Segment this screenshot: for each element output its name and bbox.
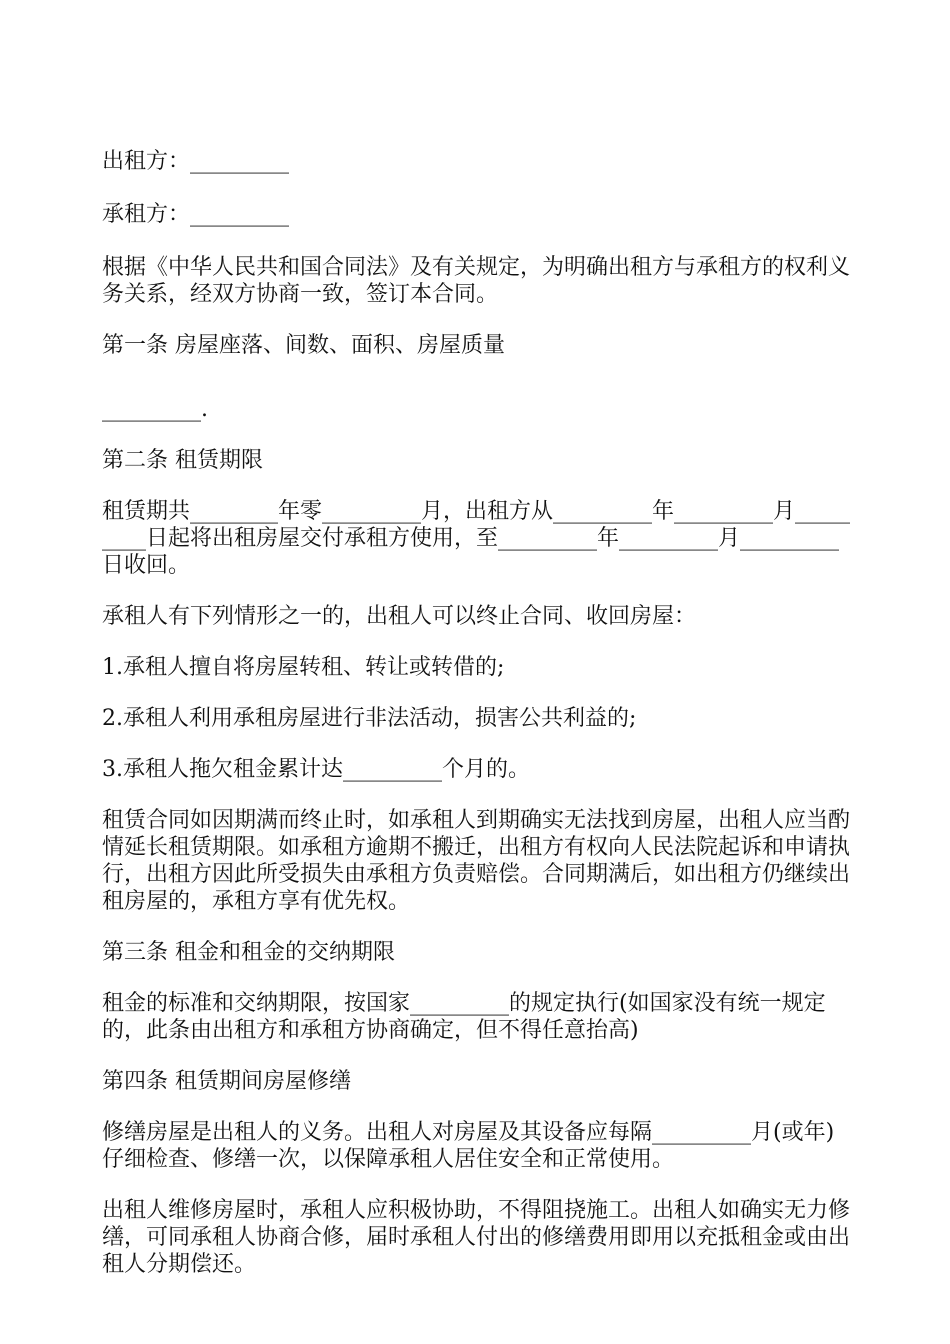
article1-heading: 第一条 房屋座落、间数、面积、房屋质量	[102, 333, 505, 358]
article2-condition-item-1: 1.承租人擅自将房屋转租、转让或转借的;	[102, 655, 505, 680]
article2-heading: 第二条 租赁期限	[102, 448, 263, 473]
intro-paragraph: 根据《中华人民共和国合同法》及有关规定，为明确出租方与承租方的权利义务关系，经双方协商一致，签订本合同。	[102, 255, 851, 307]
lessor-line: 出租方：_________	[102, 149, 290, 174]
article2-expiry-paragraph: 租赁合同如因期满而终止时，如承租人到期确实无法找到房屋，出租人应当酌情延长租赁期限。如承租方逾期不搬迁，出租方有权向人民法院起诉和申请执行，出租方因此所受损失由承租方负责赔偿。合同期满后，如出租方仍继续出租房屋的，承租方享有优先权。	[102, 808, 851, 914]
article3-heading: 第三条 租金和租金的交纳期限	[102, 940, 395, 965]
contract-document	[102, 148, 852, 1278]
article4-paragraph-2: 出租人维修房屋时，承租人应积极协助，不得阻挠施工。出租人如确实无力修缮，可同承租人协商合修，届时承租人付出的修缮费用即用以充抵租金或由出租人分期偿还。	[102, 1198, 851, 1277]
article1-blank: _________.	[102, 397, 208, 422]
article3-paragraph: 租金的标准和交纳期限，按国家_________的规定执行(如国家没有统一规定的，此条由出租方和承租方协商确定，但不得任意抬高)	[102, 991, 826, 1043]
article2-condition-item-3: 3.承租人拖欠租金累计达_________个月的。	[102, 757, 530, 782]
article4-paragraph-1: 修缮房屋是出租人的义务。出租人对房屋及其设备应每隔_________月(或年)仔细检查、修缮一次，以保障承租人居住安全和正常使用。	[102, 1120, 835, 1172]
article2-term-paragraph: 租赁期共________年零_________月，出租方从_________年_________月_________日起将出租房屋交付承租方使用，至_________年_________月_________日收回。	[102, 499, 851, 578]
article2-conditions-intro: 承租人有下列情形之一的，出租人可以终止合同、收回房屋：	[102, 604, 697, 629]
article4-heading: 第四条 租赁期间房屋修缮	[102, 1069, 351, 1094]
lessee-line: 承租方：_________	[102, 202, 290, 227]
article2-condition-item-2: 2.承租人利用承租房屋进行非法活动，损害公共利益的;	[102, 706, 637, 731]
